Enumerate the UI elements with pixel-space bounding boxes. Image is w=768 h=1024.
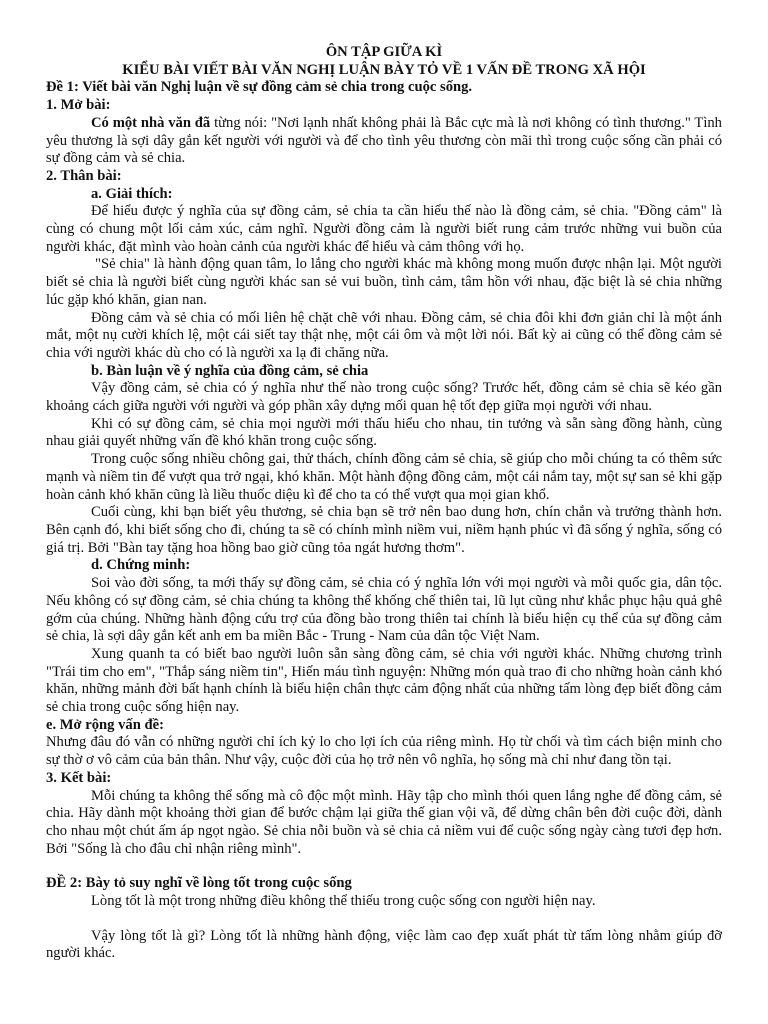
mo-rong-heading: e. Mở rộng vấn đề: [46,716,164,733]
document-title: ÔN TẬP GIỮA KÌ [325,44,443,60]
ban-luan-p3: Trong cuộc sống nhiều chông gai, thử thách, chính đồng cảm sẻ chia, sẽ giúp cho mỗi chúng ta có thêm sức mạnh và niềm tin để vượt qua trở ngại, khó khăn. Một hành động đồng cảm, một cái nắm tay, một sự san sẻ khi gặp hoàn cảnh khó khăn cũng là liều thuốc diệu kì để cho ta có thể vượt qua mọi gian khổ. [46,451,722,503]
mo-rong-p1: Nhưng đâu đó vẫn có những người chỉ ích kỷ lo cho lợi ích của riêng mình. Họ từ chối và tìm cách biện minh cho sự thờ ơ vô cảm của bản thân. Như vậy, cuộc đời của họ trở nên vô nghĩa, họ sống mà chỉ như đang tồn tại. [46,734,722,769]
mo-bai-lead: Có một nhà văn đã [91,114,211,131]
ket-bai-p1: Mỗi chúng ta không thể sống mà cô độc một mình. Hãy tập cho mình thói quen lắng nghe để đồng cảm, sẻ chia. Hãy dành một khoảng thời gian để bước chậm lại giữa thế gian vội vã, để dừng chân bên đời cuộc đời, dành cho nhau một chút ấm áp ngọt ngào. Sẻ chia nỗi buồn và sẻ chia cả niềm vui để cuộc sống ngày càng tươi đẹp hơn. Bởi "Sống là cho đâu chỉ nhận riêng mình". [46,787,722,857]
mo-bai-heading: 1. Mở bài: [46,97,111,114]
ban-luan-p2: Khi có sự đồng cảm, sẻ chia mọi người mới thấu hiểu cho nhau, tin tưởng và sẵn sàng đồng hành, cùng nhau giải quyết những vấn đề khó khăn trong cuộc sống. [46,415,722,450]
giai-thich-p3: Đồng cảm và sẻ chia có mối liên hệ chặt chẽ với nhau. Đồng cảm, sẻ chia đôi khi đơn giản chỉ là một ánh mắt, một nụ cười khích lệ, một cái siết tay thật nhẹ, một cái ôm và một lời nói. Bất kỳ ai cũng có thể đồng cảm sẻ chia với người khác dù cho có là người xa lạ đi chăng nữa. [46,309,722,361]
ban-luan-heading: b. Bàn luận về ý nghĩa của đồng cảm, sẻ chia [91,362,369,379]
de2-p2: Vậy lòng tốt là gì? Lòng tốt là những hành động, việc làm cao đẹp xuất phát từ tấm lòng nhằm giúp đỡ người khác. [46,927,722,962]
chung-minh-p1: Soi vào đời sống, ta mới thấy sự đồng cảm, sẻ chia có ý nghĩa lớn với mọi người và mỗi quốc gia, dân tộc. Nếu không có sự đồng cảm, sẻ chia chúng ta không thể khống chế thiên tai, lũ lụt cũng như khắc phục hậu quả ghê gớm của chúng. Những hành động cứu trợ của đồng bào trong thiên tai chính là biểu hiện cụ thể của sự đồng cảm sẻ chia, là sợi dây gắn kết anh em ba miền Bắc - Trung - Nam của dân tộc Việt Nam. [46,575,722,645]
section-spacer [46,858,722,875]
chung-minh-heading: d. Chứng minh: [91,557,191,574]
document-subtitle: KIỂU BÀI VIẾT BÀI VĂN NGHỊ LUẬN BÀY TỎ VỀ 1 VẤN ĐỀ TRONG XÃ HỘI [122,61,646,78]
paragraph-spacer [46,911,722,928]
mo-bai-text: từng nói: "Nơi lạnh nhất không phải là Bắc cực mà là nơi không có tình thương." Tình yêu thương là sợi dây gắn kết người với người và để cho tình yêu thương còn mãi thì trong cuộc sống cần phải có sự đồng cảm và sẻ chia. [46,114,722,167]
mo-bai-paragraph [46,115,722,168]
ban-luan-p1: Vậy đồng cảm, sẻ chia có ý nghĩa như thế nào trong cuộc sống? Trước hết, đồng cảm sẻ chia sẽ kéo gần khoảng cách giữa người với người và góp phần xây dựng mối quan hệ tốt đẹp giữa mọi người với nhau. [46,380,722,415]
giai-thich-heading: a. Giải thích: [91,185,173,202]
giai-thich-p1: Để hiểu được ý nghĩa của sự đồng cảm, sẻ chia ta cần hiểu thế nào là đồng cảm, sẻ chia. "Đồng cảm" là cùng có chung một lối cảm xúc, cảm nghĩ. Người đồng cảm là người biết rung cảm trước những vui buồn của người khác, đặt mình vào hoàn cảnh của người khác để hiểu và cảm thông với họ. [46,203,722,255]
giai-thich-p2: "Sẻ chia" là hành động quan tâm, lo lắng cho người khác mà không mong muốn được nhận lại. Một người biết sẻ chia là người biết cùng người khác san sẻ vui buồn, tình cảm, tâm hồn với nhau, đặc biệt là sẻ chia những lúc gặp khó khăn, gian nan. [46,256,722,308]
than-bai-heading: 2. Thân bài: [46,167,122,184]
de2-p1: Lòng tốt là một trong những điều không thể thiếu trong cuộc sống con người hiện nay. [91,893,596,910]
chung-minh-p2: Xung quanh ta có biết bao người luôn sẵn sàng đồng cảm, sẻ chia với người khác. Những chương trình "Trái tim cho em", "Thắp sáng niềm tin", Hiến máu tình nguyện: Những món quà trao đi cho những hoàn cảnh khó khăn, những mảnh đời bất hạnh chính là biểu hiện chân thực cảm động nhất của những tấm lòng đẹp biết đồng cảm sẻ chia trong cuộc sống hiện nay. [46,645,722,716]
ket-bai-heading: 3. Kết bài: [46,769,112,786]
de1-heading: Đề 1: Viết bài văn Nghị luận về sự đồng cảm sẻ chia trong cuộc sống. [46,79,473,96]
de2-heading: ĐỀ 2: Bày tỏ suy nghĩ về lòng tốt trong cuộc sống [46,875,352,892]
ban-luan-p4: Cuối cùng, khi bạn biết yêu thương, sẻ chia bạn sẽ trở nên bao dung hơn, chín chắn và trưởng thành hơn. Bên cạnh đó, khi biết sống cho đi, chúng ta sẽ có chính mình niềm vui, niềm hạnh phúc vì đã sống ý nghĩa, sống có giá trị. Bởi "Bàn tay tặng hoa hồng bao giờ cũng tỏa ngát hương thơm". [46,504,722,556]
